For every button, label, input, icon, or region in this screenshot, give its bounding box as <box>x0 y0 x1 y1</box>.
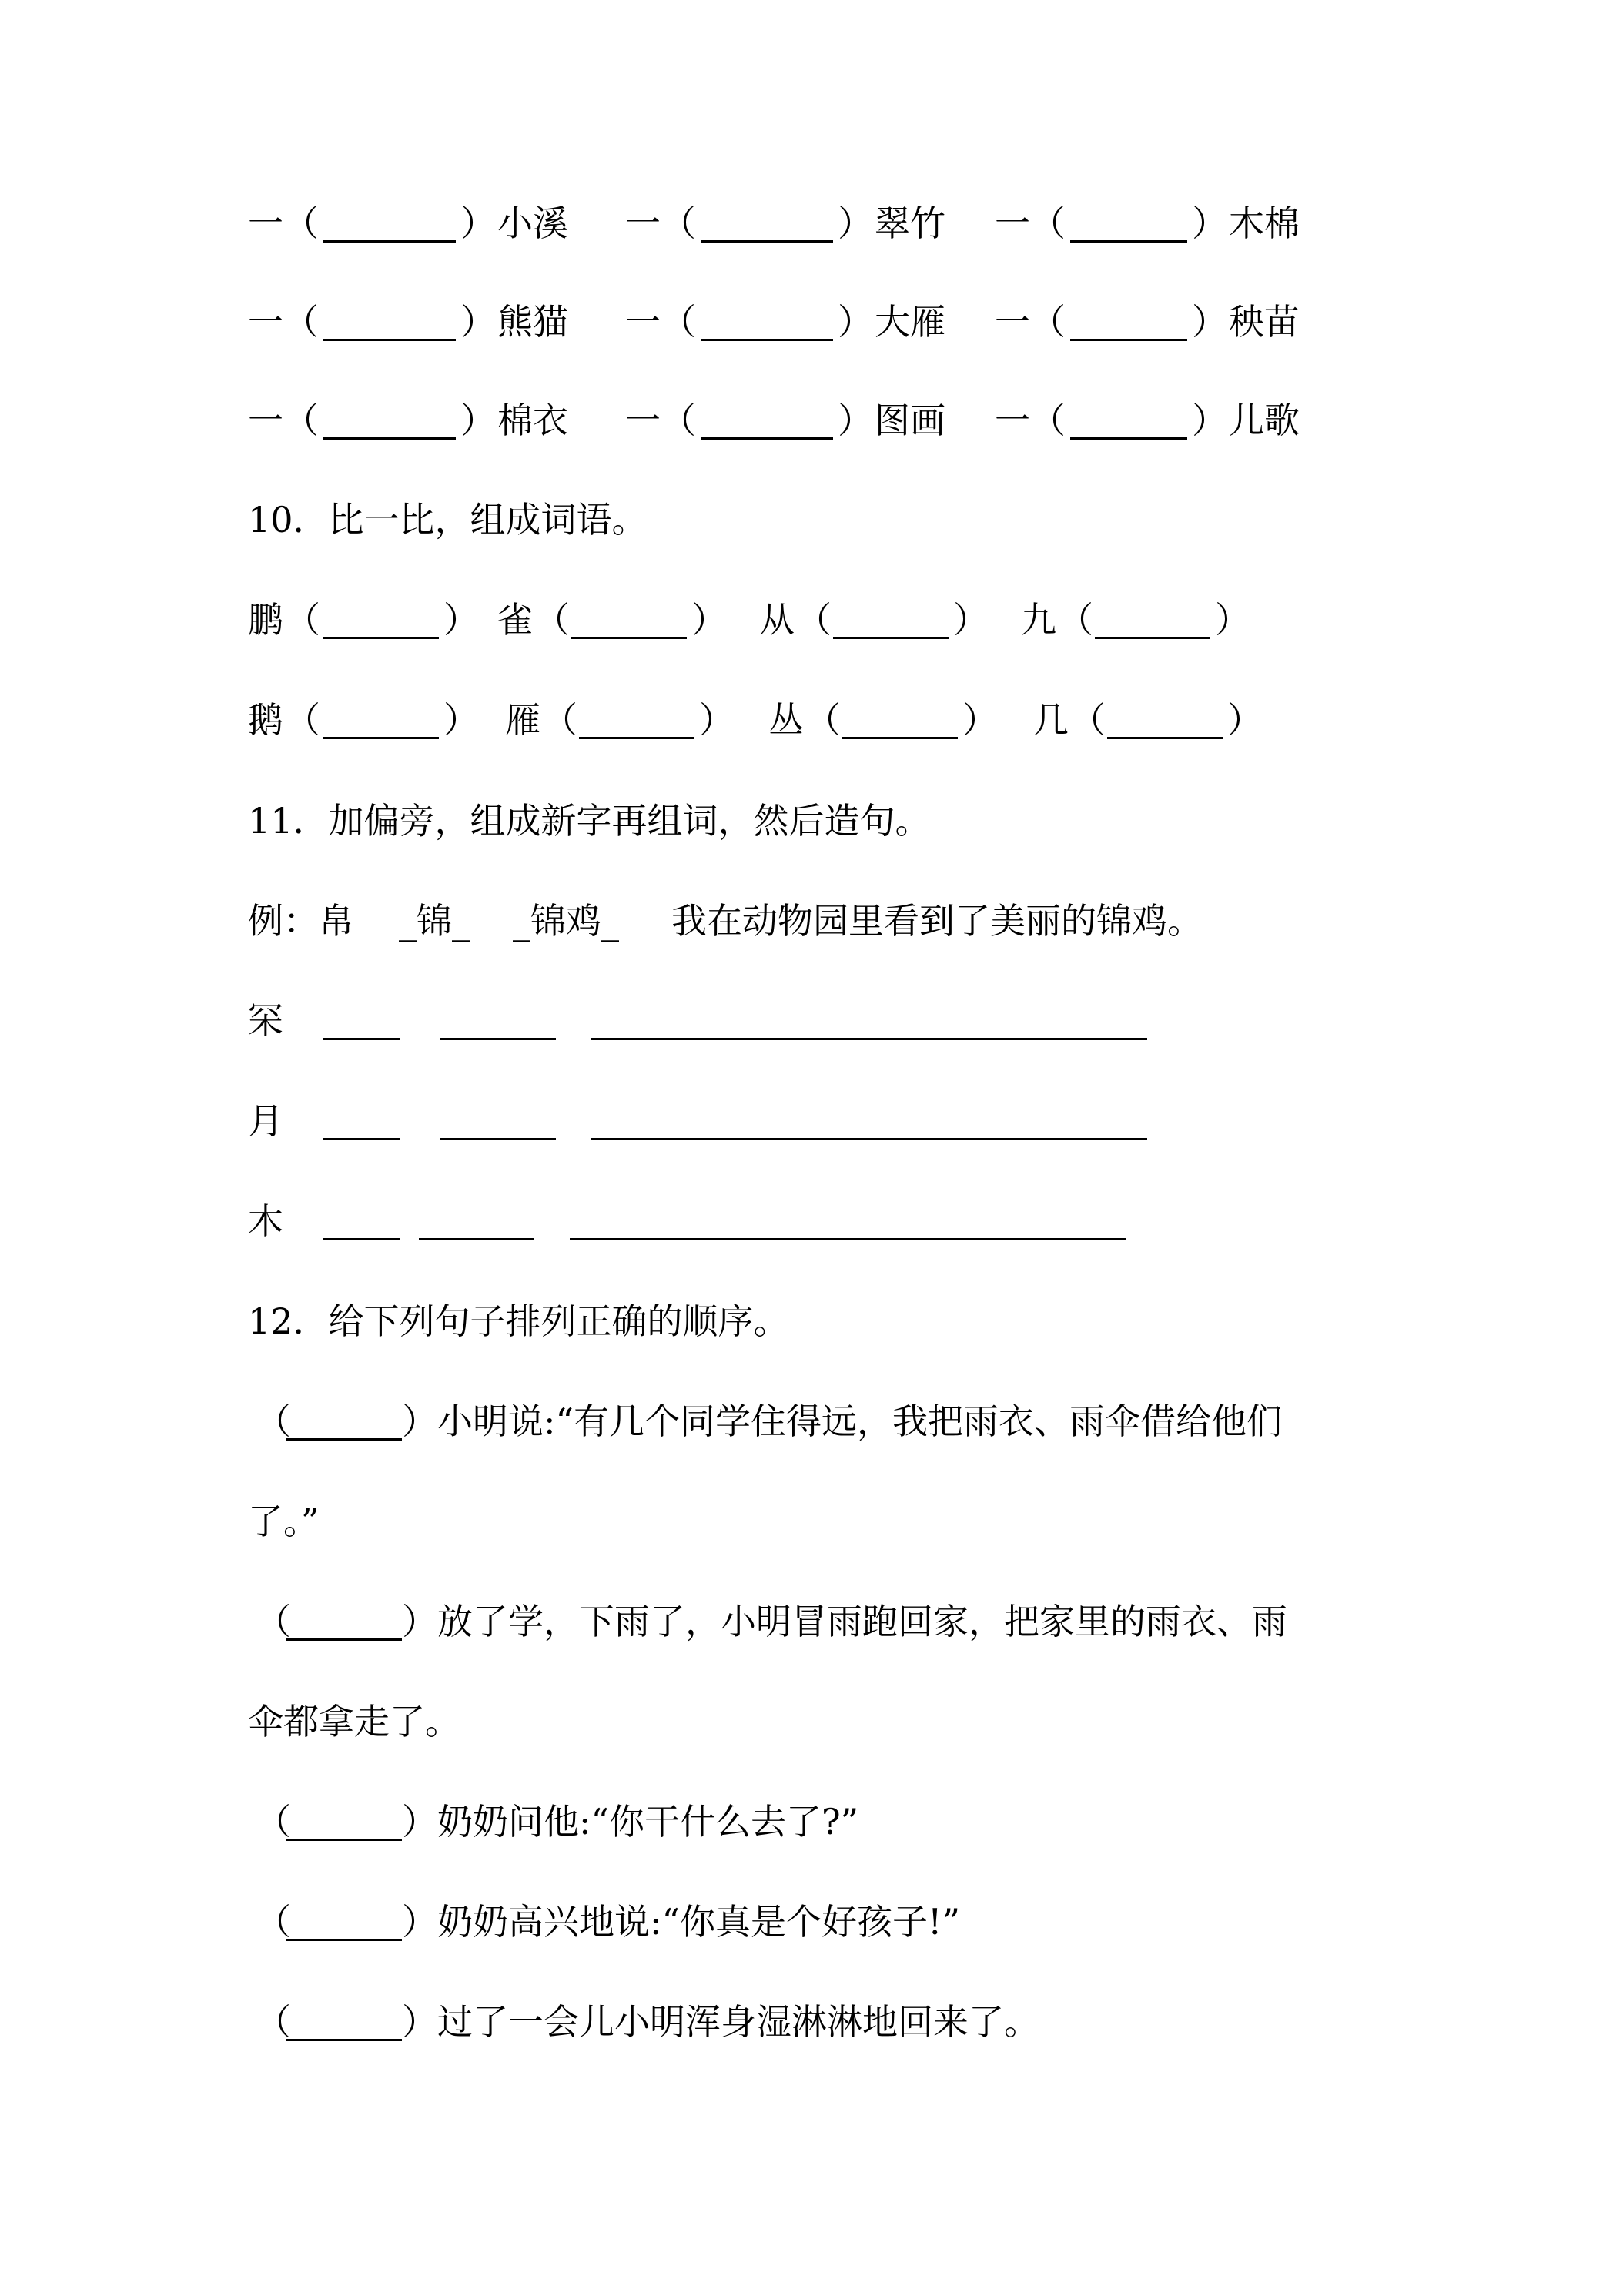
paren-close: ） <box>699 699 735 741</box>
paren-close: ） <box>691 599 727 641</box>
answer-blank[interactable] <box>1070 339 1187 341</box>
measure-prefix: 一（ <box>995 202 1066 244</box>
noun-word: 秧苗 <box>1229 301 1300 343</box>
paren-open: （ <box>542 699 577 741</box>
measure-prefix: 一（ <box>248 400 319 441</box>
answer-blank[interactable] <box>323 339 456 341</box>
compare-char: 从 <box>759 599 795 641</box>
example-word: _锦鸡_ <box>513 900 619 942</box>
paren-open: （ <box>796 599 832 641</box>
paren-close: ） <box>838 301 873 343</box>
answer-blank[interactable] <box>701 339 833 341</box>
example-new-char: _锦_ <box>399 900 470 942</box>
paren-close: ） <box>460 400 496 441</box>
paren-open: （ <box>256 1601 291 1642</box>
new-char-blank[interactable] <box>323 1238 400 1240</box>
example-sentence: 我在动物园里看到了美丽的锦鸡。 <box>671 900 1203 942</box>
paren-close: ） <box>838 202 873 244</box>
paren-open: （ <box>1070 699 1106 741</box>
order-blank[interactable] <box>286 1438 402 1441</box>
noun-word: 大雁 <box>875 301 945 343</box>
paren-open: （ <box>534 599 570 641</box>
example-label: 例：帛 <box>248 900 354 942</box>
paren-close: ） <box>443 599 479 641</box>
answer-blank[interactable] <box>1107 737 1223 739</box>
compare-char: 鹅 <box>248 699 283 741</box>
paren-close: ） <box>953 599 989 641</box>
paren-open: （ <box>1058 599 1093 641</box>
paren-open: （ <box>256 2001 291 2043</box>
paren-close: ） <box>460 202 496 244</box>
noun-word: 熊猫 <box>497 301 568 343</box>
measure-prefix: 一（ <box>248 202 319 244</box>
compare-char: 丛 <box>768 699 804 741</box>
sentence-text: 放了学，下雨了，小明冒雨跑回家，把家里的雨衣、雨 <box>437 1601 1287 1642</box>
question-12-title: 12．给下列句子排列正确的顺序。 <box>248 1300 789 1342</box>
paren-close: ） <box>962 699 998 741</box>
answer-blank[interactable] <box>323 637 439 639</box>
new-char-blank[interactable] <box>323 1038 400 1040</box>
compare-char: 雁 <box>505 699 540 741</box>
paren-close: ） <box>1192 400 1227 441</box>
paren-close: ） <box>838 400 873 441</box>
paren-close: ） <box>443 699 479 741</box>
paren-close: ） <box>1192 301 1227 343</box>
compare-char: 几 <box>1033 699 1069 741</box>
compare-char: 九 <box>1021 599 1056 641</box>
measure-prefix: 一（ <box>995 400 1066 441</box>
order-blank[interactable] <box>286 2039 402 2041</box>
paren-close: ） <box>402 1401 437 1442</box>
word-blank[interactable] <box>440 1038 556 1040</box>
question-11-title: 11．加偏旁，组成新字再组词，然后造句。 <box>248 800 931 842</box>
answer-blank[interactable] <box>323 737 439 739</box>
sentence-blank[interactable] <box>591 1038 1147 1040</box>
answer-blank[interactable] <box>323 437 456 440</box>
paren-open: （ <box>285 599 320 641</box>
noun-word: 木棉 <box>1229 202 1300 244</box>
paren-close: ） <box>1192 202 1227 244</box>
noun-word: 儿歌 <box>1229 400 1300 441</box>
measure-prefix: 一（ <box>248 301 319 343</box>
measure-prefix: 一（ <box>625 202 696 244</box>
new-char-blank[interactable] <box>323 1138 400 1140</box>
noun-word: 棉衣 <box>497 400 568 441</box>
paren-open: （ <box>256 1901 291 1943</box>
word-blank[interactable] <box>419 1238 534 1240</box>
radical-char: 月 <box>248 1100 283 1142</box>
paren-close: ） <box>402 1801 437 1842</box>
answer-blank[interactable] <box>833 637 949 639</box>
measure-prefix: 一（ <box>995 301 1066 343</box>
paren-close: ） <box>1227 699 1263 741</box>
order-item-1-continued: 了。” <box>248 1501 320 1542</box>
paren-open: （ <box>256 1801 291 1842</box>
radical-char: 罙 <box>248 1000 283 1042</box>
order-blank[interactable] <box>286 1939 402 1941</box>
answer-blank[interactable] <box>571 637 687 639</box>
paren-open: （ <box>256 1401 291 1442</box>
paren-close: ） <box>402 1601 437 1642</box>
answer-blank[interactable] <box>579 737 694 739</box>
word-blank[interactable] <box>440 1138 556 1140</box>
sentence-blank[interactable] <box>570 1238 1126 1240</box>
radical-char: 木 <box>248 1200 283 1242</box>
paren-close: ） <box>402 2001 437 2043</box>
paren-close: ） <box>402 1901 437 1943</box>
paren-close: ） <box>1215 599 1250 641</box>
sentence-text: 奶奶问他:“你干什么去了?” <box>437 1801 859 1842</box>
compare-char: 雀 <box>497 599 533 641</box>
answer-blank[interactable] <box>1070 240 1187 243</box>
answer-blank[interactable] <box>323 240 456 243</box>
measure-prefix: 一（ <box>625 400 696 441</box>
answer-blank[interactable] <box>842 737 958 739</box>
measure-prefix: 一（ <box>625 301 696 343</box>
paren-open: （ <box>285 699 320 741</box>
noun-word: 翠竹 <box>875 202 945 244</box>
sentence-text: 过了一会儿小明浑身湿淋淋地回来了。 <box>437 2001 1039 2043</box>
answer-blank[interactable] <box>701 240 833 243</box>
sentence-blank[interactable] <box>591 1138 1147 1140</box>
sentence-text: 小明说:“有几个同学住得远，我把雨衣、雨伞借给他们 <box>437 1401 1283 1442</box>
answer-blank[interactable] <box>1095 637 1210 639</box>
noun-word: 图画 <box>875 400 945 441</box>
question-10-title: 10．比一比，组成词语。 <box>248 499 648 541</box>
order-blank[interactable] <box>286 1638 402 1641</box>
noun-word: 小溪 <box>497 202 568 244</box>
order-item-2-continued: 伞都拿走了。 <box>248 1701 460 1742</box>
answer-blank[interactable] <box>701 437 833 440</box>
answer-blank[interactable] <box>1070 437 1187 440</box>
sentence-text: 奶奶高兴地说:“你真是个好孩子!” <box>437 1901 961 1943</box>
paren-close: ） <box>460 301 496 343</box>
paren-open: （ <box>805 699 841 741</box>
compare-char: 鹏 <box>248 599 283 641</box>
order-blank[interactable] <box>286 1839 402 1841</box>
